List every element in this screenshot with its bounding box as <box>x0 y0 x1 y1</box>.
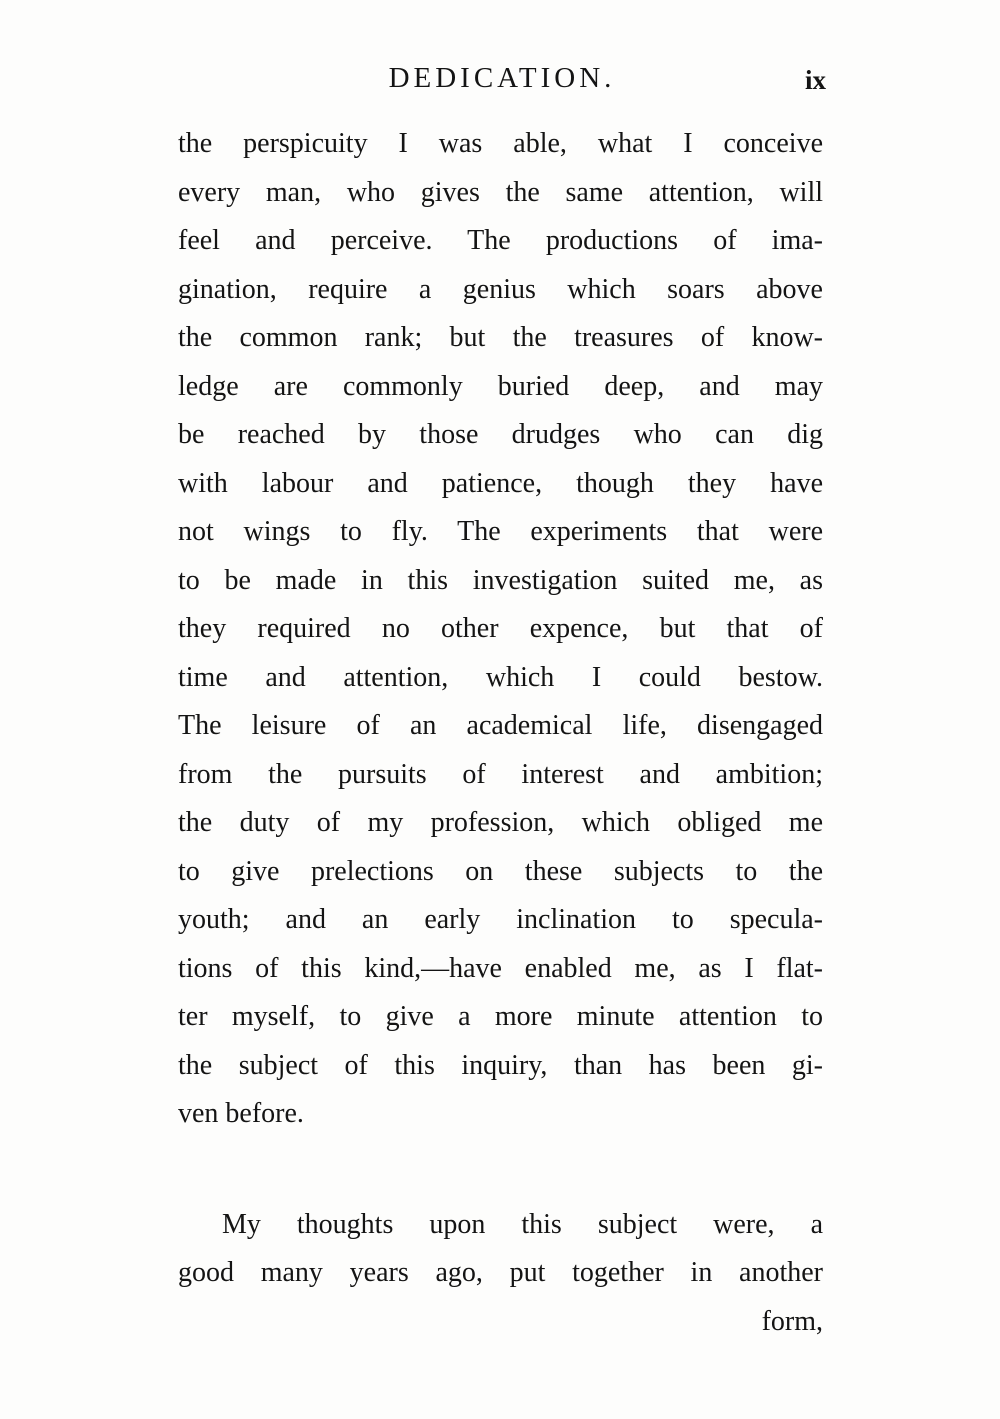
text-line: they required no other expence, but that of <box>178 613 823 644</box>
text-line: The leisure of an academical life, disengaged <box>178 710 823 741</box>
text-line: the common rank; but the treasures of know- <box>178 322 823 353</box>
text-line: ter myself, to give a more minute attention to <box>178 1001 823 1032</box>
text-line: the perspicuity I was able, what I conceive <box>178 128 823 159</box>
text-line: to give prelections on these subjects to the <box>178 855 823 887</box>
text-line: be reached by those drudges who can dig <box>178 419 823 450</box>
text-line: My thoughts upon this subject were, a <box>222 1208 823 1240</box>
paragraph-gap <box>178 1139 823 1201</box>
running-head: DEDICATION. <box>388 62 616 94</box>
text-line: ven before. <box>178 1098 304 1129</box>
text-line: youth; and an early inclination to specula- <box>178 904 823 935</box>
text-line: time and attention, which I could bestow. <box>178 661 823 693</box>
paragraph-2 <box>178 1201 823 1347</box>
page-number: ix <box>804 65 826 95</box>
text-line: ledge are commonly buried deep, and may <box>178 370 823 402</box>
text-line: gination, require a genius which soars above <box>178 273 823 305</box>
paragraph-1 <box>178 120 823 1139</box>
catchword: form, <box>761 1305 823 1337</box>
page-header <box>178 58 826 98</box>
text-line: from the pursuits of interest and ambition; <box>178 758 823 790</box>
text-line: the duty of my profession, which obliged me <box>178 807 823 838</box>
text-line: with labour and patience, though they have <box>178 467 823 499</box>
text-line: not wings to fly. The experiments that were <box>178 516 823 547</box>
text-line: feel and perceive. The productions of ima- <box>178 225 823 256</box>
text-line: to be made in this investigation suited me, as <box>178 564 823 596</box>
text-line: tions of this kind,—have enabled me, as I flat- <box>178 952 823 984</box>
text-line: the subject of this inquiry, than has been gi- <box>178 1049 823 1081</box>
text-line: good many years ago, put together in another <box>178 1257 823 1288</box>
text-line: every man, who gives the same attention, will <box>178 176 823 208</box>
body-text <box>178 120 823 1346</box>
